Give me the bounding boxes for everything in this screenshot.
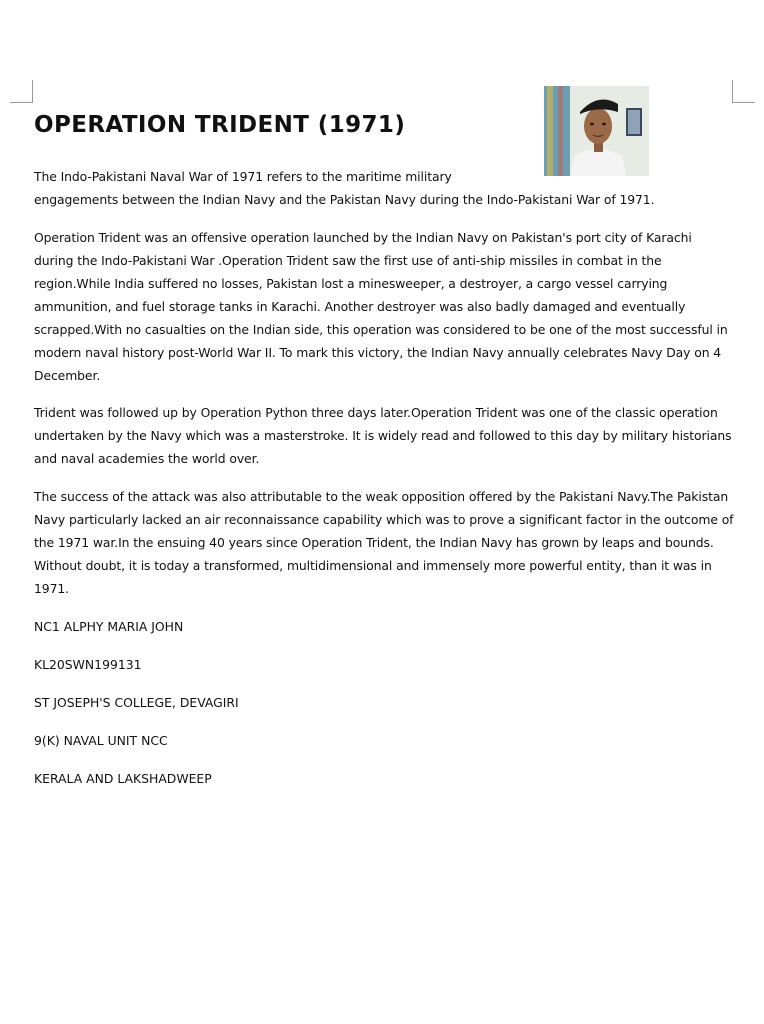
signature-college: ST JOSEPH'S COLLEGE, DEVAGIRI xyxy=(34,695,239,710)
page-corner-mark-top-right xyxy=(732,80,755,103)
paragraph-intro xyxy=(34,165,734,211)
page-corner-mark-top-left xyxy=(10,80,33,103)
paragraph-operation: Operation Trident was an offensive operation launched by the Indian Navy on Pakistan's port city of Karachi during the Indo-Pakistani War .Operation Trident saw the first use of anti-ship missiles in combat in the region.While India suffered no losses, Pakistan lost a minesweeper, a destroyer, a cargo vessel carrying ammunition, and fuel storage tanks in Karachi. Another destroyer was also badly damaged and eventually scrapped.With no casualties on the Indian side, this operation was considered to be one of the most successful in modern naval history post-World War II. To mark this victory, the Indian Navy annually celebrates Navy Day on 4 December. xyxy=(34,230,728,383)
signature-directorate: KERALA AND LAKSHADWEEP xyxy=(34,771,212,786)
person-photo xyxy=(544,86,649,176)
signature-regimental-number: KL20SWN199131 xyxy=(34,657,142,672)
paragraph-python: Trident was followed up by Operation Python three days later.Operation Trident was one of the classic operation undertaken by the Navy which was a masterstroke. It is widely read and followed to this day by military historians and naval academies the world over. xyxy=(34,405,732,466)
person-photo-icon xyxy=(544,86,649,176)
paragraph-intro-line1: The Indo-Pakistani Naval War of 1971 refers to the maritime military xyxy=(34,169,452,184)
signature-unit: 9(K) NAVAL UNIT NCC xyxy=(34,733,168,748)
signature-name: NC1 ALPHY MARIA JOHN xyxy=(34,619,184,634)
paragraph-success: The success of the attack was also attributable to the weak opposition offered by the Pakistani Navy.The Pakistan Navy particularly lacked an air reconnaissance capability which was to prove a significant factor in the outcome of the 1971 war.In the ensuing 40 years since Operation Trident, the Indian Navy has grown by leaps and bounds. Without doubt, it is today a transformed, multidimensional and immensely more powerful entity, than it was in 1971. xyxy=(34,489,734,596)
paragraph-intro-rest: engagements between the Indian Navy and the Pakistan Navy during the Indo-Pakistani War of 1971. xyxy=(34,192,655,207)
document-title: OPERATION TRIDENT (1971) xyxy=(34,112,406,138)
